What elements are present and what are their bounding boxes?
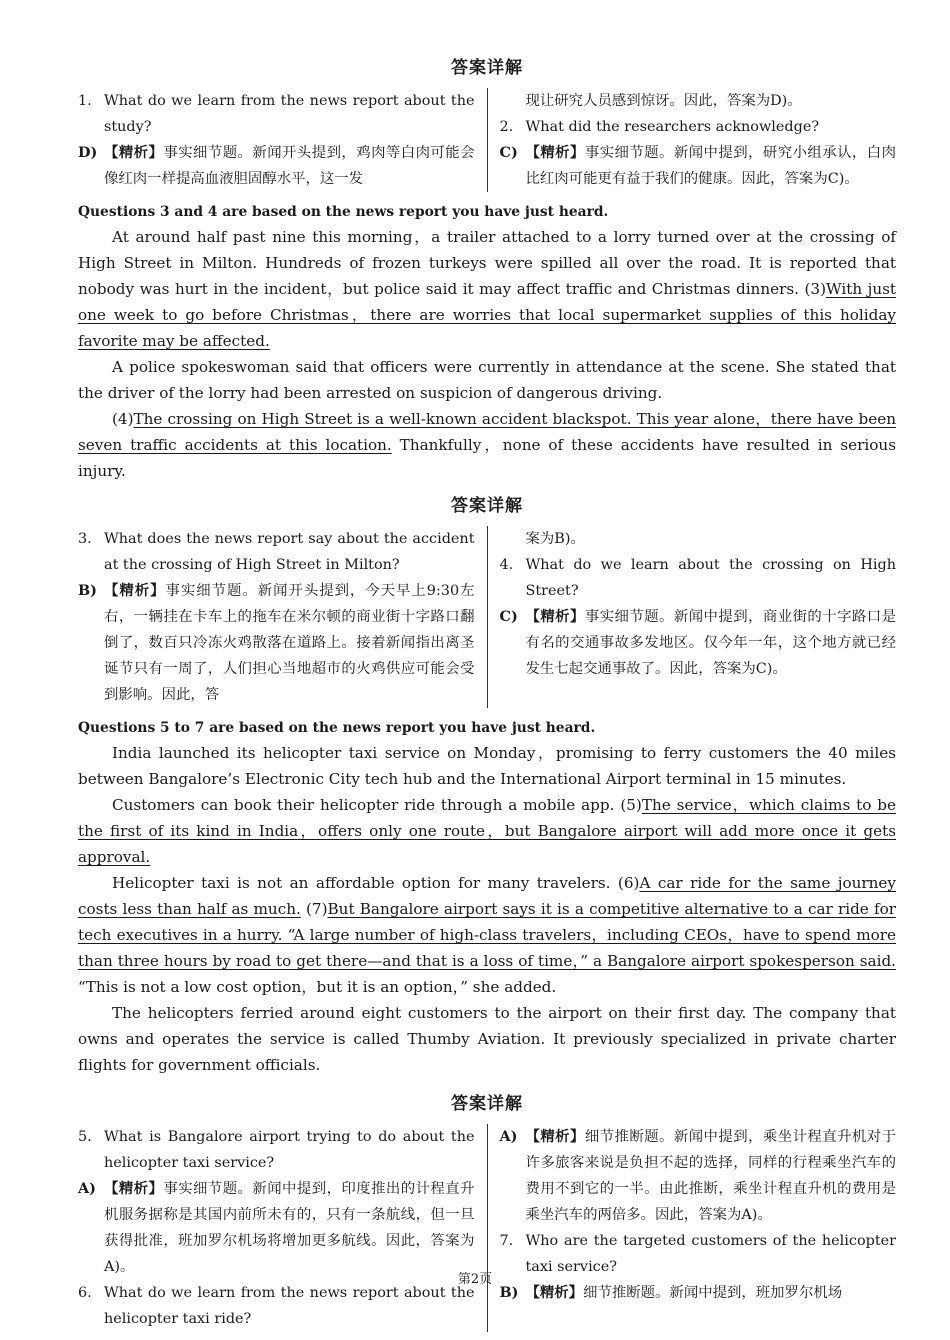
news-paragraph xyxy=(78,792,896,870)
question-number: 7. xyxy=(499,1233,514,1249)
answer-item xyxy=(500,140,897,192)
section-title: 答案详解 xyxy=(451,58,523,78)
answer-continuation: 案为B)。 xyxy=(525,531,585,547)
paragraph-text: The helicopters ferried around eight customers to the airport on their first day. The company that owns and operates the service is called Thumby Aviation. It previously specialized in private charter flights for government officials. xyxy=(78,1004,896,1074)
paragraph-text: Customers can book their helicopter ride through a mobile app. (5) xyxy=(112,796,642,814)
news-paragraph xyxy=(78,1000,896,1078)
paragraph-text: India launched its helicopter taxi service on Monday，promising to ferry customers the 40 miles between Bangalore’s Electronic City tech hub and the International Airport terminal in 15 minutes. xyxy=(78,744,896,788)
news-paragraph xyxy=(78,870,896,1000)
question-text: What do we learn from the news report about the study? xyxy=(104,93,475,135)
answer-text: 事实细节题。新闻开头提到，鸡肉等白肉可能会像红肉一样提高血液胆固醇水平，这一发 xyxy=(104,145,475,187)
question-number: 6. xyxy=(78,1285,92,1301)
answer-item xyxy=(500,604,897,682)
answer-letter: A) xyxy=(78,1180,96,1197)
analysis-tag: 【精析】 xyxy=(525,608,585,625)
news-heading: Questions 5 to 7 are based on the news report you have just heard. xyxy=(78,720,596,736)
answer-column-left xyxy=(78,1124,488,1332)
answer-column-right xyxy=(488,88,897,192)
underlined-text: The service，which claims to be the first of its kind in India，offers only one route，but Bangalore airport will add more once it gets approval. xyxy=(78,796,896,866)
analysis-tag: 【精析】 xyxy=(525,144,585,161)
answer-item xyxy=(78,1176,475,1280)
paragraph-text: A police spokeswoman said that officers were currently in attendance at the scene. She stated that the driver of the lorry had been arrested on suspicion of dangerous driving. xyxy=(78,358,896,402)
answer-letter: B) xyxy=(78,582,97,599)
question-text: What does the news report say about the accident at the crossing of High Street in Milton? xyxy=(104,531,475,573)
section-title: 答案详解 xyxy=(451,496,523,516)
paragraph-text: Thankfully，none of these accidents have resulted in serious injury. xyxy=(78,436,896,480)
question-item xyxy=(78,1280,475,1332)
paragraph-text: At around half past nine this morning，a trailer attached to a lorry turned over at the crossing of High Street in Milton. Hundreds of frozen turkeys were spilled all over the road. It is reported that nobody was hurt in the incident，but police said it may affect traffic and Christmas dinners. (3) xyxy=(78,228,896,298)
question-item xyxy=(78,526,475,578)
news-paragraph xyxy=(78,406,896,484)
answer-item xyxy=(78,140,475,192)
page-content xyxy=(78,56,896,1340)
question-number: 5. xyxy=(78,1129,92,1145)
page-number: 第2页 xyxy=(457,1272,493,1287)
question-text: What do we learn from the news report about the helicopter taxi ride? xyxy=(104,1285,475,1327)
paragraph-text: Helicopter taxi is not an affordable option for many travelers. (6) xyxy=(112,874,640,892)
underlined-text: A car ride for the same journey costs less than half as much. xyxy=(78,874,896,918)
answer-text: 事实细节题。新闻中提到，研究小组承认，白肉比红肉可能更有益于我们的健康。因此，答案为C)。 xyxy=(525,145,896,187)
news-body xyxy=(78,224,896,484)
answer-explanation xyxy=(104,578,475,708)
analysis-tag: 【精析】 xyxy=(525,1128,585,1145)
question-item xyxy=(78,1124,475,1176)
answer-column-right xyxy=(488,526,897,708)
answer-text: 细节推断题。新闻中提到，班加罗尔机场 xyxy=(583,1285,843,1301)
question-number: 2. xyxy=(499,119,514,135)
answer-explanation xyxy=(526,140,897,192)
analysis-tag: 【精析】 xyxy=(104,582,166,599)
analysis-tag: 【精析】 xyxy=(104,1180,164,1197)
news-paragraph xyxy=(78,354,896,406)
answer-block xyxy=(78,1124,896,1332)
underlined-text: But Bangalore airport says it is a competitive alternative to a car ride for tech executives in a hurry. “A large number of high-class travelers，including CEOs，have to spend more than three hours by road to get there—and that is a loss of time，” a Bangalore airport spokesperson said. xyxy=(78,900,896,970)
answer-column-left xyxy=(78,526,488,708)
question-text: What is Bangalore airport trying to do about the helicopter taxi service? xyxy=(104,1129,475,1171)
news-body xyxy=(78,740,896,1078)
answer-text: 事实细节题。新闻中提到，商业街的十字路口是有名的交通事故多发地区。仅今年一年，这个地方就已经发生七起交通事故了。因此，答案为C)。 xyxy=(525,609,896,677)
paragraph-text: (4) xyxy=(112,410,134,428)
question-number: 3. xyxy=(78,531,92,547)
underlined-text: The crossing on High Street is a well-known accident blackspot. This year alone，there have been seven traffic accidents at this location. xyxy=(78,410,896,454)
analysis-tag: 【精析】 xyxy=(525,1284,584,1301)
answer-text: 事实细节题。新闻开头提到，今天早上9:30左右，一辆挂在卡车上的拖车在米尔顿的商业街十字路口翻倒了，数百只冷冻火鸡散落在道路上。接着新闻指出离圣诞节只有一周了，人们担心当地超市的火鸡供应可能会受到影响。因此，答 xyxy=(104,583,475,703)
answer-item xyxy=(78,578,475,708)
question-item xyxy=(78,88,475,140)
underlined-text: With just one week to go before Christmas，there are worries that local supermarket supplies of this holiday favorite may be affected. xyxy=(78,280,896,350)
answer-letter: C) xyxy=(499,608,518,625)
answer-explanation xyxy=(104,140,475,192)
question-text: What did the researchers acknowledge? xyxy=(525,119,820,135)
answer-letter: D) xyxy=(78,144,98,161)
question-text: Who are the targeted customers of the helicopter taxi service? xyxy=(525,1233,896,1275)
answer-block xyxy=(78,88,896,192)
answer-letter: A) xyxy=(499,1128,518,1145)
answer-explanation xyxy=(104,1176,475,1280)
question-number: 1. xyxy=(78,93,92,109)
answer-explanation xyxy=(526,604,897,682)
analysis-tag: 【精析】 xyxy=(104,144,164,161)
answer-column-left xyxy=(78,88,488,192)
paragraph-text: “This is not a low cost option，but it is an option，” she added. xyxy=(78,978,557,996)
answer-continuation: 现让研究人员感到惊讶。因此，答案为D)。 xyxy=(525,93,802,109)
answer-item xyxy=(500,1124,897,1228)
answer-block xyxy=(78,526,896,708)
question-number: 4. xyxy=(499,557,514,573)
answer-column-right xyxy=(488,1124,897,1332)
answer-text: 事实细节题。新闻中提到，印度推出的计程直升机服务据称是其国内前所未有的，只有一条航线，但一旦获得批准，班加罗尔机场将增加更多航线。因此，答案为A)。 xyxy=(104,1181,475,1275)
answer-letter: C) xyxy=(499,144,518,161)
question-text: What do we learn about the crossing on High Street? xyxy=(525,557,896,599)
news-paragraph xyxy=(78,740,896,792)
question-item xyxy=(500,114,897,140)
answer-explanation xyxy=(526,1124,897,1228)
answer-letter: B) xyxy=(499,1284,519,1301)
question-item xyxy=(500,552,897,604)
paragraph-text: (7) xyxy=(300,900,328,918)
answer-text: 细节推断题。新闻中提到，乘坐计程直升机对于许多旅客来说是负担不起的选择，同样的行程乘坐汽车的费用不到它的一半。由此推断，乘坐计程直升机的费用是乘坐汽车的两倍多。因此，答案为A)。 xyxy=(525,1129,896,1223)
news-paragraph xyxy=(78,224,896,354)
news-heading: Questions 3 and 4 are based on the news report you have just heard. xyxy=(78,204,609,220)
section-title: 答案详解 xyxy=(451,1094,523,1114)
